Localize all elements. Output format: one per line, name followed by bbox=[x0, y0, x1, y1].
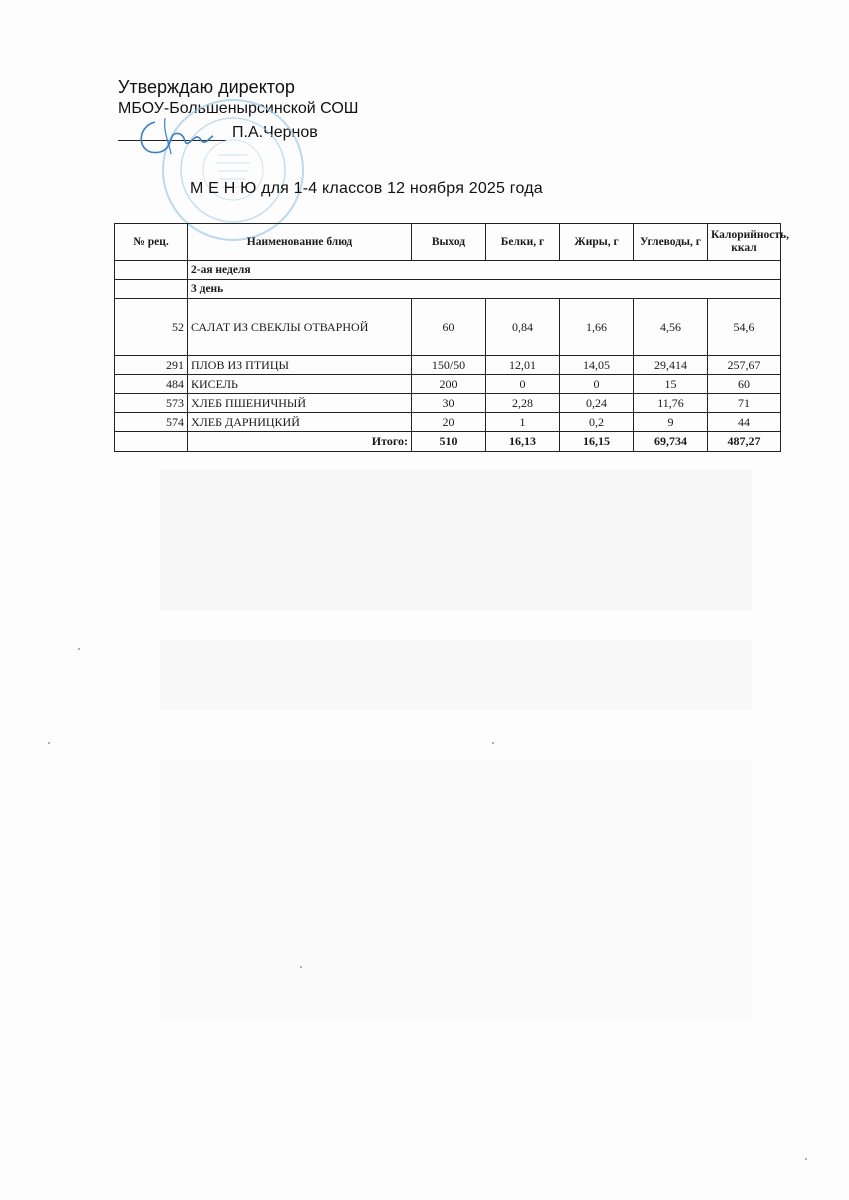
table-row bbox=[115, 394, 781, 413]
total-calories: 487,27 bbox=[708, 432, 781, 452]
dish-yield: 60 bbox=[412, 299, 486, 356]
total-label: Итого: bbox=[188, 432, 412, 452]
dish-carbs: 15 bbox=[634, 375, 708, 394]
recipe-number: 52 bbox=[115, 299, 188, 356]
recipe-number: 574 bbox=[115, 413, 188, 432]
recipe-number: 573 bbox=[115, 394, 188, 413]
dish-name: ХЛЕБ ПШЕНИЧНЫЙ bbox=[188, 394, 412, 413]
dish-yield: 20 bbox=[412, 413, 486, 432]
scan-dot bbox=[805, 1158, 807, 1160]
menu-title: М Е Н Ю для 1-4 классов 12 ноября 2025 года bbox=[190, 180, 543, 197]
scan-artifact bbox=[160, 760, 752, 1020]
recipe-number: 291 bbox=[115, 356, 188, 375]
dish-protein: 0,84 bbox=[486, 299, 560, 356]
scan-dot bbox=[48, 742, 50, 744]
total-fat: 16,15 bbox=[560, 432, 634, 452]
dish-calories: 54,6 bbox=[708, 299, 781, 356]
dish-yield: 200 bbox=[412, 375, 486, 394]
dish-fat: 0,2 bbox=[560, 413, 634, 432]
scan-dot bbox=[300, 966, 302, 968]
dish-name: ПЛОВ ИЗ ПТИЦЫ bbox=[188, 356, 412, 375]
table-row bbox=[115, 299, 781, 356]
col-header-calories: Калорийность, ккал bbox=[708, 224, 781, 261]
dish-name: САЛАТ ИЗ СВЕКЛЫ ОТВАРНОЙ bbox=[188, 299, 412, 356]
table-row bbox=[115, 356, 781, 375]
day-row bbox=[115, 280, 781, 299]
table-header-row bbox=[115, 224, 781, 261]
dish-calories: 257,67 bbox=[708, 356, 781, 375]
dish-carbs: 4,56 bbox=[634, 299, 708, 356]
col-header-yield: Выход bbox=[412, 224, 486, 261]
dish-carbs: 9 bbox=[634, 413, 708, 432]
dish-calories: 71 bbox=[708, 394, 781, 413]
col-header-num: № рец. bbox=[115, 224, 188, 261]
dish-yield: 150/50 bbox=[412, 356, 486, 375]
week-row bbox=[115, 261, 781, 280]
week-label: 2-ая неделя bbox=[188, 261, 781, 280]
school-name: МБОУ-Большенырсинской СОШ bbox=[118, 100, 359, 117]
dish-protein: 1 bbox=[486, 413, 560, 432]
scan-dot bbox=[492, 742, 494, 744]
table-row bbox=[115, 413, 781, 432]
dish-protein: 2,28 bbox=[486, 394, 560, 413]
dish-fat: 0,24 bbox=[560, 394, 634, 413]
dish-protein: 0 bbox=[486, 375, 560, 394]
approve-heading: Утверждаю директор bbox=[118, 77, 295, 97]
dish-carbs: 29,414 bbox=[634, 356, 708, 375]
dish-fat: 14,05 bbox=[560, 356, 634, 375]
scan-artifact bbox=[160, 470, 752, 610]
total-yield: 510 bbox=[412, 432, 486, 452]
recipe-number: 484 bbox=[115, 375, 188, 394]
dish-yield: 30 bbox=[412, 394, 486, 413]
total-row bbox=[115, 432, 781, 452]
col-header-protein: Белки, г bbox=[486, 224, 560, 261]
scan-dot bbox=[78, 648, 80, 650]
dish-carbs: 11,76 bbox=[634, 394, 708, 413]
dish-fat: 0 bbox=[560, 375, 634, 394]
dish-fat: 1,66 bbox=[560, 299, 634, 356]
total-carbs: 69,734 bbox=[634, 432, 708, 452]
total-protein: 16,13 bbox=[486, 432, 560, 452]
director-name: П.А.Чернов bbox=[232, 124, 318, 141]
col-header-name: Наименование блюд bbox=[188, 224, 412, 261]
dish-calories: 60 bbox=[708, 375, 781, 394]
dish-protein: 12,01 bbox=[486, 356, 560, 375]
scan-artifact bbox=[160, 640, 752, 710]
director-signature bbox=[125, 112, 225, 164]
dish-name: ХЛЕБ ДАРНИЦКИЙ bbox=[188, 413, 412, 432]
col-header-carbs: Углеводы, г bbox=[634, 224, 708, 261]
dish-calories: 44 bbox=[708, 413, 781, 432]
table-row bbox=[115, 375, 781, 394]
menu-table bbox=[114, 223, 789, 452]
day-label: 3 день bbox=[188, 280, 781, 299]
dish-name: КИСЕЛЬ bbox=[188, 375, 412, 394]
col-header-fat: Жиры, г bbox=[560, 224, 634, 261]
